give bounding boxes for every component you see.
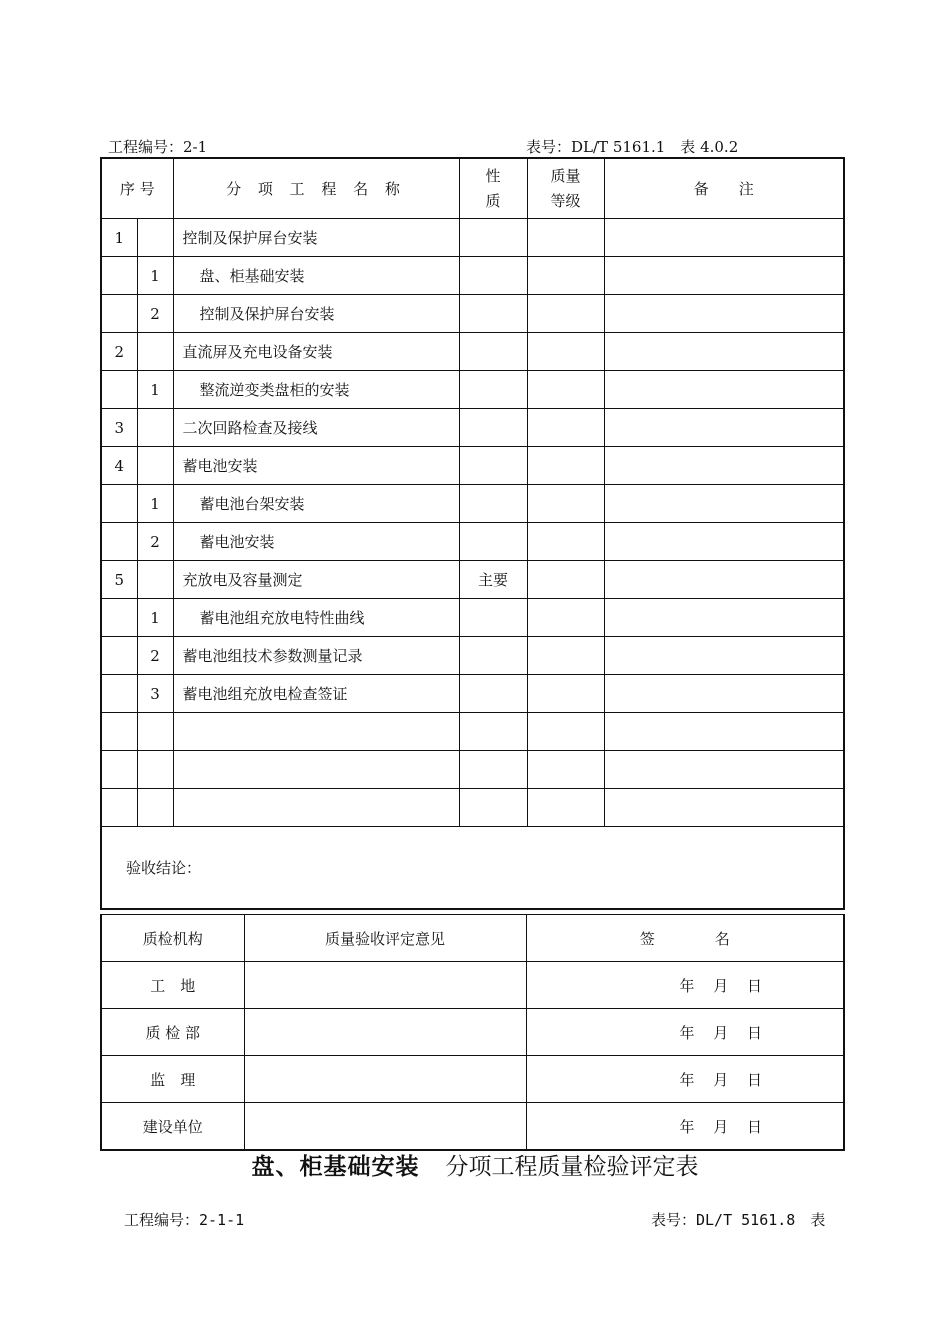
- col-seq: 序 号: [101, 158, 173, 219]
- row-nature: [459, 751, 527, 789]
- row-name: 二次回路检查及接线: [173, 409, 459, 447]
- row-grade: [527, 561, 604, 599]
- col-grade: 质量 等级: [527, 158, 604, 219]
- row-seq-minor: 2: [137, 295, 173, 333]
- row-name: 充放电及容量测定: [173, 561, 459, 599]
- row-remarks: [604, 447, 844, 485]
- row-nature: [459, 219, 527, 257]
- row-seq-minor: [137, 333, 173, 371]
- row-seq-major: [101, 789, 137, 827]
- row-seq-minor: 1: [137, 371, 173, 409]
- row-remarks: [604, 675, 844, 713]
- row-seq-major: 1: [101, 219, 137, 257]
- row-name: 控制及保护屏台安装: [173, 219, 459, 257]
- row-seq-minor: 1: [137, 257, 173, 295]
- row-name: 蓄电池组技术参数测量记录: [173, 637, 459, 675]
- row-grade: [527, 789, 604, 827]
- row-name: 蓄电池安装: [173, 523, 459, 561]
- row-seq-major: [101, 371, 137, 409]
- row-nature: [459, 295, 527, 333]
- next-form-title: [0, 1152, 950, 1182]
- table-row: [101, 409, 844, 447]
- row-remarks: [604, 637, 844, 675]
- row-seq-major: [101, 257, 137, 295]
- row-remarks: [604, 523, 844, 561]
- row-nature: [459, 447, 527, 485]
- sign-org: 建设单位: [101, 1103, 244, 1151]
- table-row: [101, 789, 844, 827]
- row-remarks: [604, 257, 844, 295]
- row-grade: [527, 447, 604, 485]
- row-nature: [459, 599, 527, 637]
- sub-project-table: [100, 157, 845, 910]
- table-row: [101, 447, 844, 485]
- row-nature: [459, 257, 527, 295]
- row-seq-major: 5: [101, 561, 137, 599]
- row-nature: [459, 485, 527, 523]
- row-seq-minor: 3: [137, 675, 173, 713]
- table-header-row: [101, 158, 844, 219]
- row-seq-major: [101, 485, 137, 523]
- row-name: 蓄电池台架安装: [173, 485, 459, 523]
- row-name: [173, 751, 459, 789]
- row-seq-minor: [137, 789, 173, 827]
- row-seq-minor: [137, 561, 173, 599]
- row-remarks: [604, 751, 844, 789]
- table-row: [101, 371, 844, 409]
- row-remarks: [604, 561, 844, 599]
- row-nature: [459, 333, 527, 371]
- footer-project-number: 工程编号：2-1-1: [124, 1211, 245, 1229]
- row-nature: [459, 637, 527, 675]
- signature-table: [100, 914, 845, 1151]
- row-name: [173, 789, 459, 827]
- table-row: [101, 599, 844, 637]
- sign-opinion: [244, 962, 526, 1009]
- footer-table-number: 表号：DL/T 5161.8 表: [651, 1211, 826, 1229]
- row-seq-major: [101, 751, 137, 789]
- row-seq-minor: 1: [137, 599, 173, 637]
- row-nature: [459, 713, 527, 751]
- signature-row: [101, 962, 844, 1009]
- col-nature: 性 质: [459, 158, 527, 219]
- table-row: [101, 637, 844, 675]
- table-row: [101, 485, 844, 523]
- sign-date: 年 月 日: [526, 1009, 844, 1056]
- row-nature: [459, 789, 527, 827]
- row-seq-minor: 2: [137, 523, 173, 561]
- row-nature: [459, 675, 527, 713]
- row-seq-minor: 2: [137, 637, 173, 675]
- row-seq-major: [101, 637, 137, 675]
- row-remarks: [604, 409, 844, 447]
- table-row: [101, 257, 844, 295]
- sign-date: 年 月 日: [526, 1103, 844, 1151]
- row-remarks: [604, 599, 844, 637]
- sign-opinion: [244, 1103, 526, 1151]
- row-grade: [527, 219, 604, 257]
- row-nature: [459, 371, 527, 409]
- sign-col-signature: 签 名: [526, 915, 844, 962]
- acceptance-conclusion: 验收结论：: [101, 827, 844, 910]
- row-seq-major: [101, 523, 137, 561]
- row-remarks: [604, 485, 844, 523]
- sign-opinion: [244, 1056, 526, 1103]
- sign-opinion: [244, 1009, 526, 1056]
- row-grade: [527, 257, 604, 295]
- row-remarks: [604, 789, 844, 827]
- sign-col-opinion: 质量验收评定意见: [244, 915, 526, 962]
- sign-org: 工 地: [101, 962, 244, 1009]
- table-number: 表号：DL/T 5161.1 表 4.0.2: [526, 138, 739, 156]
- table-row: [101, 295, 844, 333]
- row-seq-minor: [137, 447, 173, 485]
- sign-org: 监 理: [101, 1056, 244, 1103]
- row-grade: [527, 295, 604, 333]
- row-seq-major: 3: [101, 409, 137, 447]
- signature-row: [101, 1009, 844, 1056]
- row-name: 蓄电池安装: [173, 447, 459, 485]
- row-seq-major: 4: [101, 447, 137, 485]
- row-seq-major: [101, 599, 137, 637]
- row-name: 直流屏及充电设备安装: [173, 333, 459, 371]
- row-grade: [527, 637, 604, 675]
- project-number: 工程编号：2-1: [108, 138, 208, 156]
- sign-col-org: 质检机构: [101, 915, 244, 962]
- row-grade: [527, 751, 604, 789]
- signature-header-row: [101, 915, 844, 962]
- table-row: [101, 751, 844, 789]
- row-grade: [527, 371, 604, 409]
- table-row: [101, 713, 844, 751]
- sign-org: 质 检 部: [101, 1009, 244, 1056]
- row-remarks: [604, 219, 844, 257]
- row-seq-minor: [137, 219, 173, 257]
- row-grade: [527, 409, 604, 447]
- row-name: 盘、柜基础安装: [173, 257, 459, 295]
- next-form-title-normal: 分项工程质量检验评定表: [445, 1154, 699, 1180]
- row-grade: [527, 599, 604, 637]
- row-seq-minor: [137, 713, 173, 751]
- row-remarks: [604, 333, 844, 371]
- next-form-title-bold: 盘、柜基础安装: [251, 1153, 420, 1180]
- row-remarks: [604, 371, 844, 409]
- row-name: [173, 713, 459, 751]
- row-grade: [527, 333, 604, 371]
- sign-date: 年 月 日: [526, 1056, 844, 1103]
- row-grade: [527, 485, 604, 523]
- row-name: 蓄电池组充放电检查签证: [173, 675, 459, 713]
- row-seq-minor: [137, 751, 173, 789]
- table-row: [101, 333, 844, 371]
- row-seq-major: [101, 713, 137, 751]
- row-seq-minor: 1: [137, 485, 173, 523]
- col-remarks: 备 注: [604, 158, 844, 219]
- row-remarks: [604, 295, 844, 333]
- table-row: [101, 675, 844, 713]
- table-row: [101, 219, 844, 257]
- table-row: [101, 561, 844, 599]
- signature-row: [101, 1103, 844, 1151]
- row-grade: [527, 523, 604, 561]
- signature-row: [101, 1056, 844, 1103]
- row-grade: [527, 675, 604, 713]
- sign-date: 年 月 日: [526, 962, 844, 1009]
- row-seq-major: 2: [101, 333, 137, 371]
- row-name: 控制及保护屏台安装: [173, 295, 459, 333]
- row-name: 蓄电池组充放电特性曲线: [173, 599, 459, 637]
- row-seq-major: [101, 295, 137, 333]
- row-nature: 主要: [459, 561, 527, 599]
- row-nature: [459, 409, 527, 447]
- col-name: 分 项 工 程 名 称: [173, 158, 459, 219]
- row-seq-major: [101, 675, 137, 713]
- row-seq-minor: [137, 409, 173, 447]
- row-grade: [527, 713, 604, 751]
- row-name: 整流逆变类盘柜的安装: [173, 371, 459, 409]
- table-row: [101, 523, 844, 561]
- row-nature: [459, 523, 527, 561]
- row-remarks: [604, 713, 844, 751]
